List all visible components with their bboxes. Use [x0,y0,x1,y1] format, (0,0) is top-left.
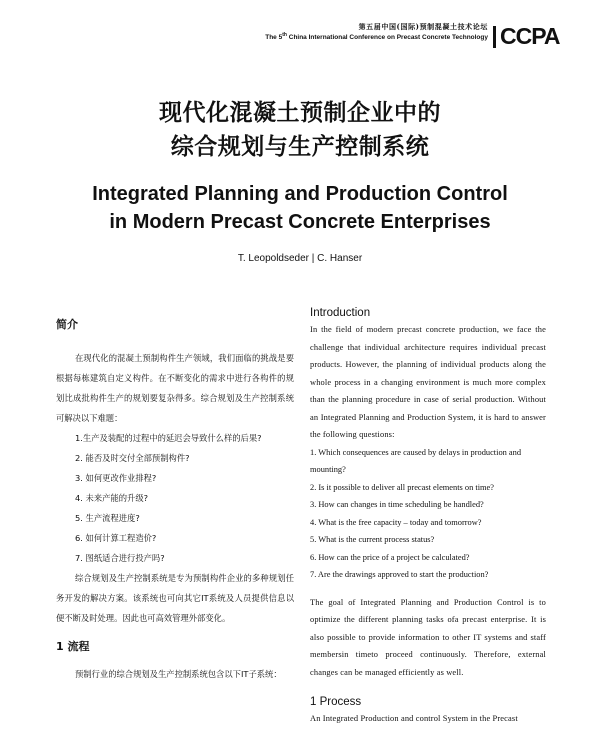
authors: T. Leopoldseder | C. Hanser [237,253,363,264]
list-item: 4. 未来产能的升级? [75,493,149,503]
list-item: 7. 图纸适合进行投产吗? [75,553,165,563]
question-list-cn [56,428,294,568]
logo-divider [493,26,496,48]
process-heading-cn: 1 流程 [56,640,90,653]
process-paragraph-cn: 预制行业的综合规划及生产控制系统包含以下IT子系统： [75,669,282,679]
conference-header [265,22,488,42]
list-item: 5. What is the current process status? [310,535,435,544]
list-item: 3. How can changes in time scheduling be handled? [310,500,484,509]
list-item: 7. Are the drawings approved to start the production? [310,570,489,579]
goal-paragraph-en: The goal of Integrated Planning and Production Control is to optimize the different planning tasks ofa precast enterprise. It is also possible to provide information to other IT systems and staff membersin timeto proceed continuously. Therefore, external changes can be managed efficiently as well. [310,597,546,677]
intro-heading-en: Introduction [310,307,371,319]
list-item: 6. How can the price of a project be calculated? [310,552,470,562]
list-item: 1. Which consequences are caused by delays in production and mounting? [310,447,522,474]
conference-title-cn: 第五届中国(国际)预制混凝土技术论坛 [358,22,488,31]
title-en: Integrated Planning and Production Control in Modern Precast Concrete Enterprises [92,183,508,233]
conference-title-en: The 5th China International Conference on Precast Concrete Technology [265,32,488,41]
list-item: 3. 如何更改作业排程? [75,473,157,483]
title-cn: 现代化混凝土预制企业中的 综合规划与生产控制系统 [159,100,441,160]
chinese-column [56,318,294,684]
english-column [310,306,546,728]
list-item: 2. 能否及时交付全部预制构件? [75,453,190,463]
list-item: 2. Is it possible to deliver all precast elements on time? [310,482,494,492]
intro-heading-cn: 简介 [56,318,78,331]
ccpa-logo: CCPA [500,23,560,49]
intro-paragraph-cn: 在现代化的混凝土预制构件生产领域，我们面临的挑战是要根据每栋建筑自定义构件。在不断变化的需求中进行各构件的规划比成批构件生产的规划要复杂得多。综合规划及生产控制系统可解决以下难题： [56,353,294,423]
summary-paragraph-cn: 综合规划及生产控制系统是专为预制构件企业的多种规划任务开发的解决方案。该系统也可向其它IT系统及人员提供信息以便不断及时处理。因此也可高效管理外部变化。 [56,573,294,623]
process-paragraph-en: An Integrated Production and control System in the Precast [310,714,518,723]
list-item: 5. 生产流程进度? [75,513,140,523]
list-item: 4. What is the free capacity – today and tomorrow? [310,517,482,527]
process-heading-en: 1 Process [310,696,362,708]
intro-paragraph-en: In the field of modern precast concrete production, we face the challenge that individual architecture requires individual precast products. However, the planning of individual products along the whole process in a changing environment is much more complex than the planning procedure in case of serial production. Without an Integrated Planning and Production System, it is hard to answer the following questions: [310,325,546,439]
list-item: 1.生产及装配的过程中的延迟会导致什么样的后果? [75,433,262,443]
question-list-en [310,444,546,584]
list-item: 6. 如何计算工程造价? [75,533,157,543]
